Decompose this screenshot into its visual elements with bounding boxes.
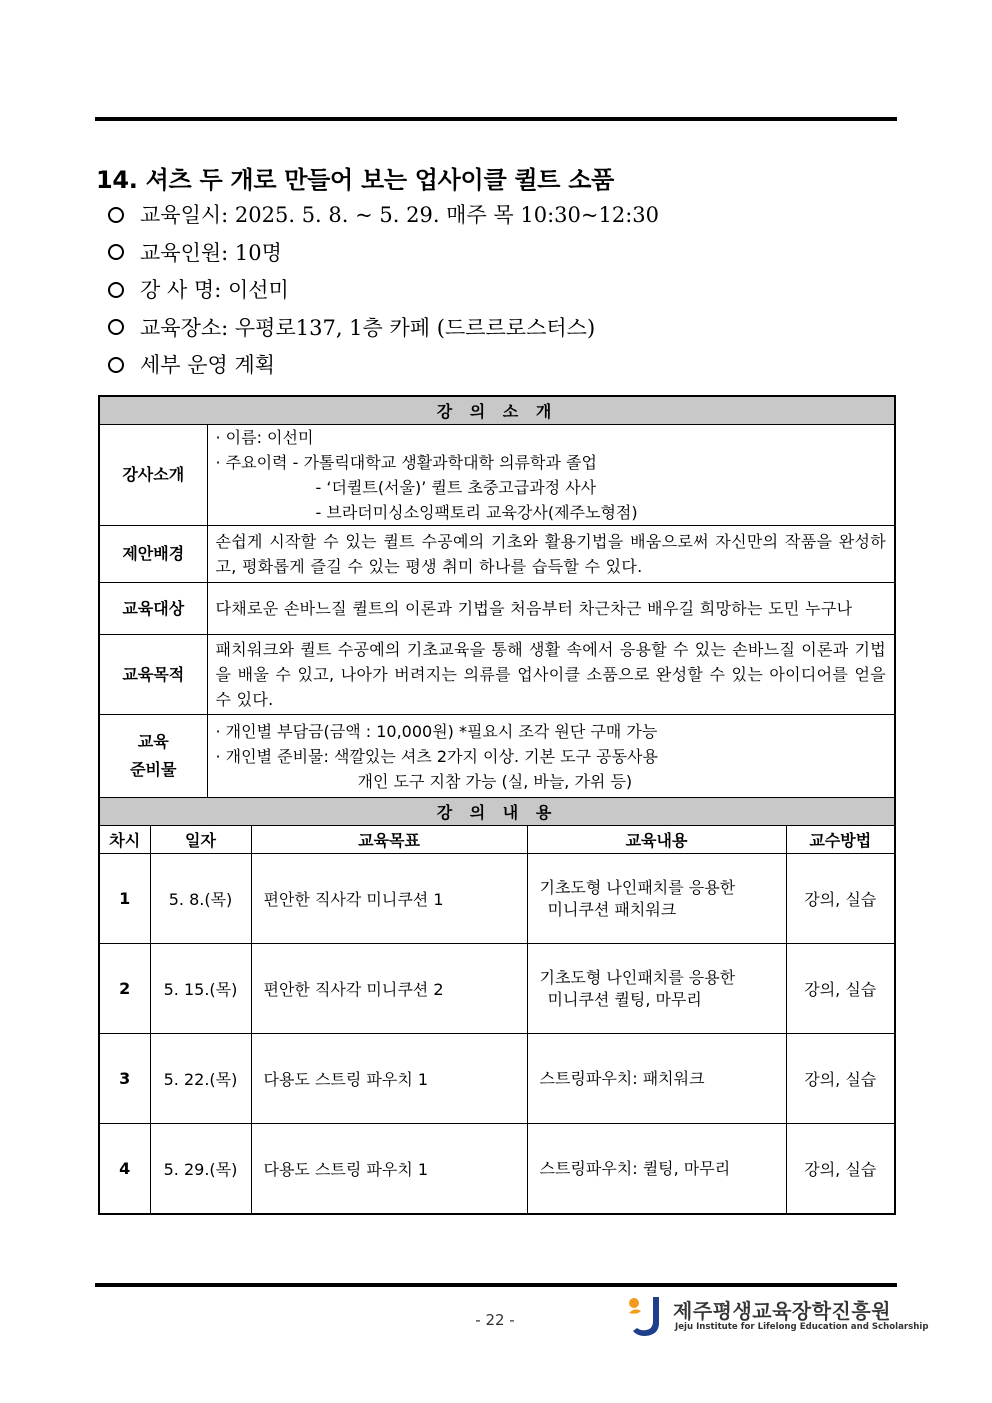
session-goal: 편안한 직사각 미니쿠션 1	[251, 854, 527, 944]
session-content: 스트링파우치: 패치워크	[527, 1034, 786, 1124]
column-header-method: 교수방법	[786, 826, 895, 854]
circle-bullet-icon	[108, 357, 124, 373]
table-row	[99, 1124, 895, 1215]
background-content: 손쉽게 시작할 수 있는 퀼트 수공예의 기초와 활용기법을 배움으로써 자신만의 작품을 완성하고, 평화롭게 즐길 수 있는 평생 취미 하나를 습득할 수 있다.	[207, 526, 895, 583]
session-number: 2	[99, 944, 150, 1034]
column-header-goal: 교육목표	[251, 826, 527, 854]
circle-bullet-icon	[108, 282, 124, 298]
circle-bullet-icon	[108, 207, 124, 223]
session-number: 1	[99, 854, 150, 944]
footer-rule	[95, 1283, 897, 1287]
goal-content: 패치워크와 퀼트 수공예의 기초교육을 통해 생활 속에서 응용할 수 있는 손바느질 이론과 기법을 배울 수 있고, 나아가 버려지는 의류를 업사이클 소품으로 완성할 수 있는 아이디어를 얻을 수 있다.	[207, 635, 895, 715]
instructor-content: · 이름: 이선미 · 주요이력 - 가톨릭대학교 생활과학대학 의류학과 졸업 - ‘더퀼트(서울)’ 퀼트 초중고급과정 사사 - 브라더미싱소잉팩토리 교육강사(제주노형점)	[207, 425, 895, 526]
info-list	[108, 200, 659, 388]
materials-label: 교육 준비물	[99, 715, 207, 798]
table-row	[99, 1034, 895, 1124]
info-item-schedule: 교육일시: 2025. 5. 8. ~ 5. 29. 매주 목 10:30~12:30	[108, 200, 659, 238]
table-row	[99, 944, 895, 1034]
column-header-content: 교육내용	[527, 826, 786, 854]
session-content: 기초도형 나인패치를 응용한 미니쿠션 퀼팅, 마무리	[527, 944, 786, 1034]
session-number: 3	[99, 1034, 150, 1124]
session-date: 5. 15.(목)	[150, 944, 251, 1034]
intro-section-header: 강 의 소 개	[99, 396, 895, 425]
content-section-header: 강 의 내 용	[99, 798, 895, 826]
circle-bullet-icon	[108, 244, 124, 260]
session-method: 강의, 실습	[786, 854, 895, 944]
goal-label: 교육목적	[99, 635, 207, 715]
session-date: 5. 29.(목)	[150, 1124, 251, 1215]
materials-content: · 개인별 부담금(금액 : 10,000원) *필요시 조각 원단 구매 가능 · 개인별 준비물: 색깔있는 셔츠 2가지 이상. 기본 도구 공동사용 개인 도구 지참 가능 (실, 바늘, 가위 등)	[207, 715, 895, 798]
session-date: 5. 8.(목)	[150, 854, 251, 944]
target-label: 교육대상	[99, 583, 207, 635]
column-header-date: 일자	[150, 826, 251, 854]
session-content: 스트링파우치: 퀼팅, 마무리	[527, 1124, 786, 1215]
logo-english-name: Jeju Institute for Lifelong Education and Scholarship	[675, 1322, 929, 1332]
info-item-location: 교육장소: 우평로137, 1층 카페 (드르르로스터스)	[108, 313, 659, 351]
session-number: 4	[99, 1124, 150, 1215]
session-method: 강의, 실습	[786, 944, 895, 1034]
info-item-capacity: 교육인원: 10명	[108, 238, 659, 276]
header-rule	[95, 117, 897, 121]
jeju-institute-logo-icon	[625, 1293, 669, 1339]
background-label: 제안배경	[99, 526, 207, 583]
session-method: 강의, 실습	[786, 1034, 895, 1124]
session-goal: 다용도 스트링 파우치 1	[251, 1034, 527, 1124]
session-goal: 편안한 직사각 미니쿠션 2	[251, 944, 527, 1034]
instructor-label: 강사소개	[99, 425, 207, 526]
session-method: 강의, 실습	[786, 1124, 895, 1215]
info-item-plan: 세부 운영 계획	[108, 350, 659, 388]
institute-logo	[625, 1293, 929, 1341]
info-item-instructor: 강 사 명: 이선미	[108, 275, 659, 313]
course-plan-table	[98, 395, 896, 1215]
circle-bullet-icon	[108, 319, 124, 335]
session-date: 5. 22.(목)	[150, 1034, 251, 1124]
table-row	[99, 854, 895, 944]
session-content: 기초도형 나인패치를 응용한 미니쿠션 패치워크	[527, 854, 786, 944]
target-content: 다채로운 손바느질 퀼트의 이론과 기법을 처음부터 차근차근 배우길 희망하는 도민 누구나	[207, 583, 895, 635]
column-header-session: 차시	[99, 826, 150, 854]
session-goal: 다용도 스트링 파우치 1	[251, 1124, 527, 1215]
logo-korean-name: 제주평생교육장학진흥원	[673, 1299, 892, 1323]
page-title: 14. 셔츠 두 개로 만들어 보는 업사이클 퀼트 소품	[96, 166, 614, 194]
page-number: - 22 -	[475, 1311, 515, 1329]
